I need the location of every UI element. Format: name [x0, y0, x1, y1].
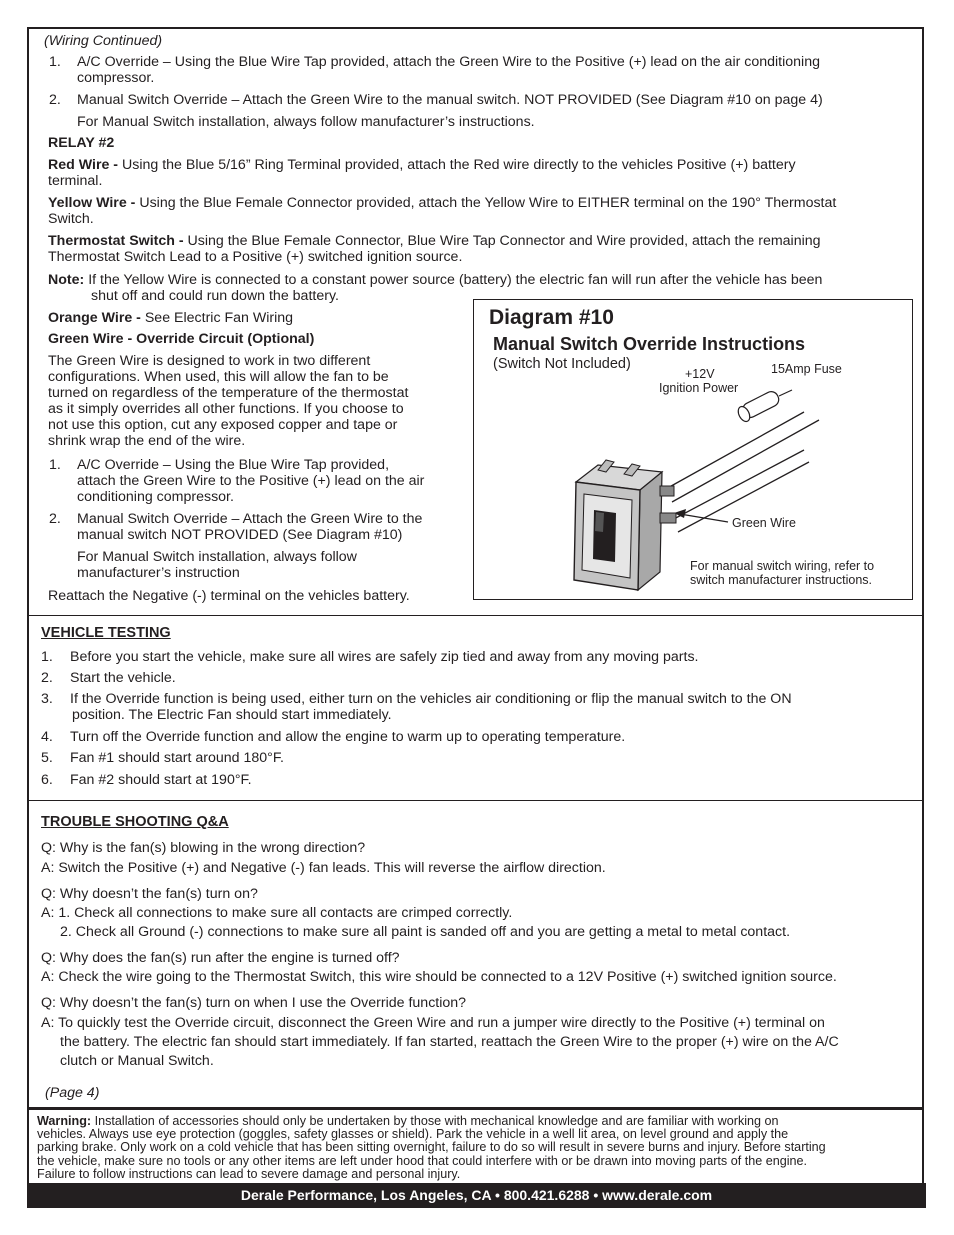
- orange-wire-text: Orange Wire - See Electric Fan Wiring: [48, 310, 294, 326]
- vehicle-testing-section: [27, 615, 924, 801]
- thermostat-switch-text: Thermostat Switch - Using the Blue Female Connector, Blue Wire Tap Connector and Wire provided, attach the remaining Thermostat Switch Lead to a Positive (+) switched ignition source.: [48, 233, 821, 265]
- diagram-subtitle: Manual Switch Override Instructions: [493, 334, 806, 354]
- wiring-section: [27, 27, 924, 616]
- test-item-num: 3.: [41, 691, 53, 707]
- test-item-num: 4.: [41, 729, 53, 745]
- test-item: If the Override function is being used, either turn on the vehicles air conditioning or flip the manual switch to the ON position. The Electric Fan should start immediately.: [70, 691, 792, 723]
- fuse-label: 15Amp Fuse: [771, 362, 842, 376]
- question-3: Q: Why does the fan(s) run after the engine is turned off?: [41, 950, 400, 966]
- footer-company: Derale Performance, Los Angeles, CA: [240, 1187, 492, 1203]
- green-item1-num: 1.: [49, 457, 61, 473]
- footer-bar: [27, 1183, 926, 1208]
- page-number: (Page 4): [45, 1085, 100, 1101]
- test-item: Fan #1 should start around 180°F.: [70, 750, 284, 766]
- question-2: Q: Why doesn’t the fan(s) turn on?: [41, 886, 258, 902]
- trouble-shooting-section: [27, 800, 924, 1109]
- vehicle-testing-heading: VEHICLE TESTING: [41, 625, 171, 641]
- green-item2: Manual Switch Override – Attach the Green Wire to the manual switch NOT PROVIDED (See Diagram #10) For Manual Switch installation, always follow manufacturer’s instruction: [77, 511, 423, 581]
- green-item1: A/C Override – Using the Blue Wire Tap provided, attach the Green Wire to the Positive (+) lead on the air conditioning compressor.: [77, 457, 425, 505]
- green-wire-label: Green Wire: [732, 516, 796, 530]
- lead-wire-top: [672, 450, 804, 520]
- wiring-item1: A/C Override – Using the Blue Wire Tap provided, attach the Green Wire to the Positive (+) lead on the air conditioning compressor.: [77, 54, 820, 86]
- rocker-switch-icon: [574, 460, 676, 590]
- wiring-item2-num: 2.: [49, 92, 61, 108]
- answer-1: A: Switch the Positive (+) and Negative (-) fan leads. This will reverse the airflow direction.: [41, 860, 606, 876]
- answer-4-line3: clutch or Manual Switch.: [60, 1053, 214, 1069]
- diagram-title: Diagram #10: [489, 306, 614, 329]
- green-item2-num: 2.: [49, 511, 61, 527]
- relay2-heading: RELAY #2: [48, 135, 115, 151]
- green-wire-heading: Green Wire - Override Circuit (Optional): [48, 331, 315, 347]
- test-item-num: 6.: [41, 772, 53, 788]
- diagram-note: (Switch Not Included): [493, 356, 631, 372]
- lead-wire-bottom: [678, 462, 809, 532]
- warning-text: Warning: Installation of accessories should only be undertaken by those with mechanical knowledge and are familiar with working on vehicles. Always use eye protection (goggles, safety glasses or shield). Park the vehicle in a well lit area, on level ground and apply the parking brake. Only work on a cold vehicle that has been sitting overnight, failure to do so will result in severe burns and injury. Before starting the vehicle, make sure no tools or any other items are left under hood that could interfere with or be drawn into moving parts of the engine. Failure to follow instructions can lead to severe damage and personal injury.: [37, 1114, 826, 1181]
- fuse-icon: [736, 389, 792, 423]
- test-item: Start the vehicle.: [70, 670, 176, 686]
- test-item-num: 1.: [41, 649, 53, 665]
- note-text: Note: If the Yellow Wire is connected to a constant power source (battery) the electric fan will run after the vehicle has been shut off and could run down the battery.: [48, 272, 823, 304]
- plus12v-label: +12V: [685, 367, 715, 381]
- green-wire-paragraph: The Green Wire is designed to work in two different configurations. When used, this will allow the fan to be turned on regardless of the temperature of the thermostat as it simply overrides all other functions. If you choose to not use this option, cut any exposed copper and tape or shrink wrap the end of the wire.: [48, 353, 409, 449]
- switch-wiring-illustration: [474, 300, 912, 599]
- footer-phone: 800.421.6288: [503, 1187, 590, 1203]
- trouble-shooting-heading: TROUBLE SHOOTING Q&A: [41, 814, 229, 830]
- test-item: Fan #2 should start at 190°F.: [70, 772, 252, 788]
- diagram-10: [473, 299, 913, 600]
- wiring-item1-num: 1.: [49, 54, 61, 70]
- test-item: Before you start the vehicle, make sure all wires are safely zip tied and away from any moving parts.: [70, 649, 699, 665]
- footer-bullet: •: [495, 1187, 500, 1203]
- switch-wiring-note: For manual switch wiring, refer to switch manufacturer instructions.: [690, 559, 875, 587]
- wiring-item2: Manual Switch Override – Attach the Green Wire to the manual switch. NOT PROVIDED (See Diagram #10 on page 4) For Manual Switch installation, always follow manufacturer’s instructions.: [77, 92, 823, 130]
- footer-website: www.derale.com: [602, 1187, 713, 1203]
- answer-3: A: Check the wire going to the Thermostat Switch, this wire should be connected to a 12V Positive (+) switched ignition source.: [41, 969, 837, 985]
- footer-bullet: •: [593, 1187, 599, 1203]
- ignition-power-label: Ignition Power: [659, 381, 739, 395]
- answer-2-line2: 2. Check all Ground (-) connections to make sure all paint is sanded off and you are getting a metal to metal contact.: [60, 924, 791, 940]
- yellow-wire-text: Yellow Wire - Using the Blue Female Connector provided, attach the Yellow Wire to EITHER terminal on the 190° Thermostat Switch.: [48, 195, 837, 227]
- wiring-continued-label: (Wiring Continued): [44, 33, 163, 49]
- green-wire-arrow: [680, 514, 728, 522]
- test-item: Turn off the Override function and allow the engine to warm up to operating temperature.: [70, 729, 626, 745]
- power-wire-bottom: [672, 420, 819, 502]
- reattach-text: Reattach the Negative (-) terminal on the vehicles battery.: [48, 588, 410, 604]
- answer-2-line1: A: 1. Check all connections to make sure all contacts are crimped correctly.: [41, 905, 513, 921]
- answer-4-line2: the battery. The electric fan should start immediately. If fan started, reattach the Green Wire to the proper (+) wire on the A/C: [60, 1034, 839, 1050]
- question-1: Q: Why is the fan(s) blowing in the wrong direction?: [41, 840, 366, 856]
- test-item-num: 2.: [41, 670, 53, 686]
- question-4: Q: Why doesn’t the fan(s) turn on when I use the Override function?: [41, 995, 467, 1011]
- red-wire-text: Red Wire - Using the Blue 5/16” Ring Terminal provided, attach the Red wire directly to the vehicles Positive (+) battery terminal.: [48, 157, 796, 189]
- test-item-num: 5.: [41, 750, 53, 766]
- answer-4-line1: A: To quickly test the Override circuit, disconnect the Green Wire and run a jumper wire directly to the Positive (+) terminal on: [41, 1015, 825, 1031]
- power-wire-top: [664, 412, 804, 490]
